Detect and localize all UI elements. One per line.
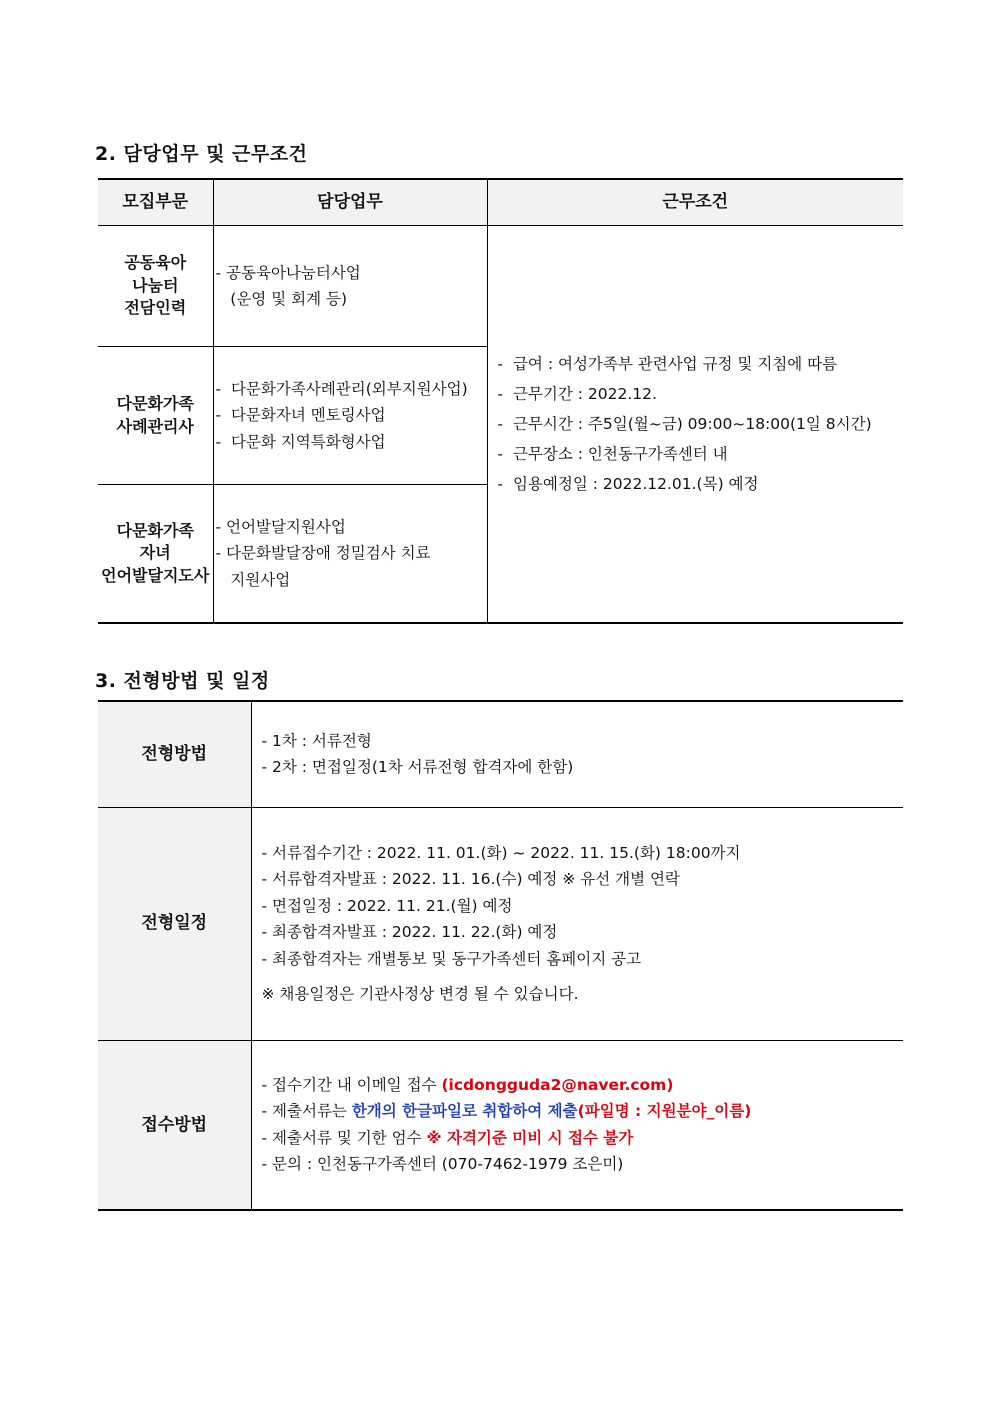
method-label: 전형방법 xyxy=(98,701,251,807)
apply-line3-text: - 제출서류 및 기한 엄수 xyxy=(261,1128,427,1147)
dept-line: 다문화가족 xyxy=(116,520,194,540)
table-row xyxy=(98,1040,903,1210)
duty-cell xyxy=(213,485,487,623)
dept-line: 나눔터 xyxy=(132,275,179,295)
schedule-value xyxy=(251,807,903,1040)
schedule-line: - 최종합격자발표 : 2022. 11. 22.(화) 예정 xyxy=(261,923,558,941)
table-row xyxy=(98,226,903,347)
header-dept: 모집부문 xyxy=(98,179,213,226)
duty-line: (운영 및 회계 등) xyxy=(215,290,347,308)
apply-line xyxy=(262,1072,904,1099)
schedule-label: 전형일정 xyxy=(98,807,251,1040)
duty-cell xyxy=(213,226,487,347)
duty-line: 지원사업 xyxy=(215,570,291,589)
dept-cell xyxy=(98,226,213,347)
condition-line: - 급여 : 여성가족부 관련사업 규정 및 지침에 따름 xyxy=(497,354,838,373)
duty-line: - 다문화발달장애 정밀검사 치료 xyxy=(215,544,431,562)
table-header-row xyxy=(98,179,903,226)
table-row xyxy=(98,807,903,1040)
duty-cell xyxy=(213,347,487,485)
apply-line xyxy=(262,1125,904,1152)
dept-line: 다문화가족 xyxy=(116,394,194,413)
apply-line: - 문의 : 인천동구가족센터 (070-7462-1979 조은미) xyxy=(261,1155,624,1174)
dept-line: 공동육아 xyxy=(124,253,187,273)
duty-line: - 공동육아나눔터사업 xyxy=(215,263,361,282)
dept-line: 전담인력 xyxy=(124,298,187,318)
table-row xyxy=(98,701,903,807)
dept-line: 언어발달지도사 xyxy=(101,565,210,585)
section3-heading: 3. 전형방법 및 일정 xyxy=(95,670,270,692)
conditions-cell xyxy=(487,226,903,623)
apply-line1-text: - 접수기간 내 이메일 접수 xyxy=(261,1075,442,1094)
method-line: - 1차 : 서류전형 xyxy=(261,731,372,750)
apply-line xyxy=(262,1098,904,1125)
dept-cell xyxy=(98,347,213,485)
file-name-format: (파일명 : 지원분야_이름) xyxy=(577,1102,752,1121)
section2-heading: 2. 담당업무 및 근무조건 xyxy=(95,143,308,165)
selection-table xyxy=(98,700,903,1211)
schedule-line: - 서류접수기간 : 2022. 11. 01.(화) ~ 2022. 11. 15.(화) 18:00까지 xyxy=(261,843,741,862)
apply-value xyxy=(251,1040,903,1210)
duty-conditions-table xyxy=(98,178,903,624)
apply-label: 접수방법 xyxy=(98,1040,251,1210)
header-conditions: 근무조건 xyxy=(487,179,903,226)
condition-line: - 임용예정일 : 2022.12.01.(목) 예정 xyxy=(497,474,759,493)
duty-line: - 다문화자녀 멘토링사업 xyxy=(215,406,386,425)
schedule-line: - 서류합격자발표 : 2022. 11. 16.(수) 예정 ※ 유선 개별 연락 xyxy=(261,870,680,888)
email-address: (icdongguda2@naver.com) xyxy=(441,1075,674,1094)
schedule-note: ※ 채용일정은 기관사정상 변경 될 수 있습니다. xyxy=(261,985,579,1003)
duty-line: - 다문화가족사례관리(외부지원사업) xyxy=(215,379,468,398)
method-line: - 2차 : 면접일정(1차 서류전형 합격자에 한함) xyxy=(261,758,574,777)
method-value xyxy=(251,701,903,807)
schedule-line: - 면접일정 : 2022. 11. 21.(월) 예정 xyxy=(261,896,513,915)
dept-line: 사례관리사 xyxy=(116,416,194,436)
file-instruction: 한개의 한글파일로 취합하여 제출 xyxy=(351,1102,578,1121)
condition-line: - 근무시간 : 주5일(월~금) 09:00~18:00(1일 8시간) xyxy=(497,414,872,433)
rejection-warning: ※ 자격기준 미비 시 접수 불가 xyxy=(426,1128,634,1147)
dept-line: 자녀 xyxy=(139,543,171,562)
condition-line: - 근무기간 : 2022.12. xyxy=(497,384,657,403)
header-duty: 담당업무 xyxy=(213,179,487,226)
schedule-line: - 최종합격자는 개별통보 및 동구가족센터 홈페이지 공고 xyxy=(261,949,642,968)
apply-line2-text: - 제출서류는 xyxy=(261,1102,352,1121)
condition-line: - 근무장소 : 인천동구가족센터 내 xyxy=(497,444,728,463)
dept-cell xyxy=(98,485,213,623)
duty-line: - 언어발달지원사업 xyxy=(215,517,346,536)
duty-line: - 다문화 지역특화형사업 xyxy=(215,432,386,451)
